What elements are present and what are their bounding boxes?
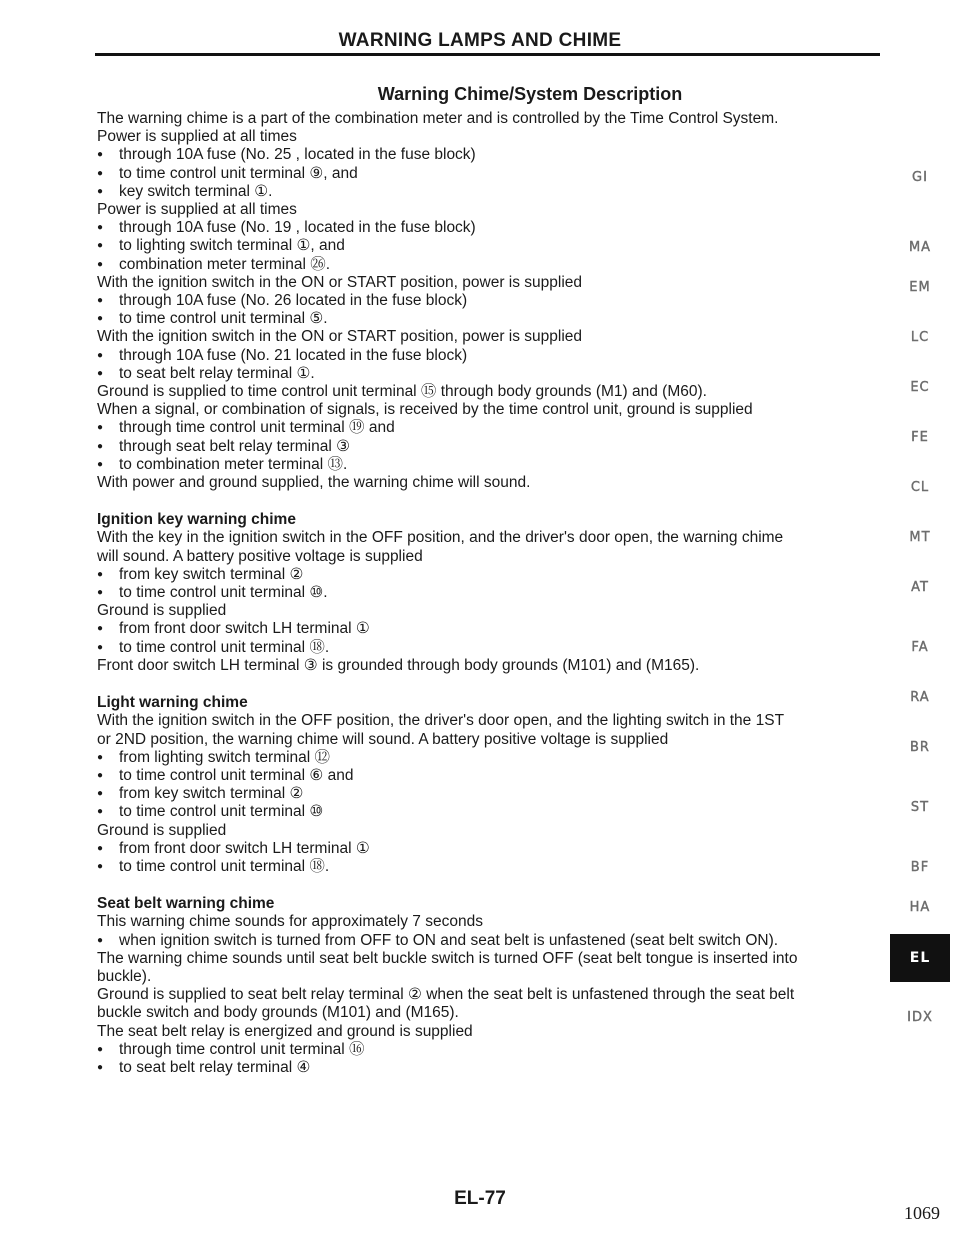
bullet-item: ● from key switch terminal ② (97, 566, 892, 584)
page-header: WARNING LAMPS AND CHIME (338, 30, 622, 51)
text-line: will sound. A battery positive voltage is supplied (97, 547, 423, 565)
bullet-item: ● through 10A fuse (No. 25 , located in the fuse block) (97, 146, 892, 164)
page-number: 1069 (904, 1203, 940, 1223)
tab-ma[interactable]: MA (908, 240, 932, 255)
text-line: With the key in the ignition switch in the OFF position, and the driver's door open, the warning chime (97, 529, 784, 547)
bullet-item: ● to time control unit terminal ⑩ (97, 803, 892, 821)
bullet-item: ● to time control unit terminal ⑱. (97, 639, 892, 657)
text-line: Power is supplied at all times (97, 128, 297, 146)
tab-idx[interactable]: IDX (907, 1010, 933, 1025)
bullet-item: ● to time control unit terminal ⑱. (97, 858, 892, 876)
tab-ra[interactable]: RA (910, 690, 930, 705)
text-line: buckle switch and body grounds (M101) and (M165). (97, 1004, 459, 1022)
text-line: Ground is supplied (97, 602, 227, 620)
text-line: With the ignition switch in the ON or START position, power is supplied (97, 328, 583, 346)
text-line: Ground is supplied (97, 821, 227, 839)
text-line: Ground is supplied to seat belt relay terminal ② when the seat belt is unfastened through the seat belt (97, 986, 795, 1004)
tab-cl[interactable]: CL (910, 480, 930, 495)
text-line: This warning chime sounds for approximately 7 seconds (97, 913, 483, 931)
text-line: When a signal, or combination of signals, is received by the time control unit, ground is supplied (97, 401, 753, 419)
tab-mt[interactable]: MT (909, 530, 931, 545)
bullet-item: ● from front door switch LH terminal ① (97, 840, 892, 858)
tab-fa[interactable]: FA (911, 640, 929, 655)
text-line: With the ignition switch in the ON or START position, power is supplied (97, 273, 583, 291)
subsection-heading: Light warning chime (97, 694, 248, 712)
bullet-item: ● from front door switch LH terminal ① (97, 620, 892, 638)
tab-br[interactable]: BR (910, 740, 930, 755)
bullet-item: ● through time control unit terminal ⑯ (97, 1041, 892, 1059)
text-line: With power and ground supplied, the warning chime will sound. (97, 474, 531, 492)
text-line: Front door switch LH terminal ③ is grounded through body grounds (M101) and (M165). (97, 656, 700, 674)
bullet-item: ● through 10A fuse (No. 26 located in the fuse block) (97, 292, 892, 310)
bullet-item: ● to combination meter terminal ⑬. (97, 456, 892, 474)
bullet-item: ● to seat belt relay terminal ①. (97, 365, 892, 383)
bullet-item: ● to time control unit terminal ⑥ and (97, 767, 892, 785)
tab-st[interactable]: ST (910, 800, 930, 815)
bullet-item: ● to time control unit terminal ⑨, and (97, 165, 892, 183)
bullet-item: ● through 10A fuse (No. 21 located in the fuse block) (97, 347, 892, 365)
text-line: or 2ND position, the warning chime will sound. A battery positive voltage is supplied (97, 730, 669, 748)
subsection-heading: Ignition key warning chime (97, 511, 296, 529)
text-line: The seat belt relay is energized and ground is supplied (97, 1022, 473, 1040)
tab-lc[interactable]: LC (910, 330, 930, 345)
tab-ha[interactable]: HA (909, 900, 931, 915)
tab-ec[interactable]: EC (910, 380, 930, 395)
tab-at[interactable]: AT (911, 580, 929, 595)
document-body (97, 110, 892, 1077)
text-line: With the ignition switch in the OFF position, the driver's door open, and the lighting switch in the 1ST (97, 712, 785, 730)
header-rule (95, 53, 880, 56)
paragraph-gap (97, 876, 892, 895)
subsection-heading: Seat belt warning chime (97, 895, 275, 913)
text-line: Ground is supplied to time control unit terminal ⑮ through body grounds (M1) and (M60). (97, 383, 707, 401)
text-line: The warning chime sounds until seat belt buckle switch is turned OFF (seat belt tongue is inserted into (97, 949, 798, 967)
bullet-item: ● combination meter terminal ㉖. (97, 256, 892, 274)
paragraph-gap (97, 675, 892, 694)
paragraph-gap (97, 492, 892, 511)
bullet-item: ● to lighting switch terminal ①, and (97, 237, 892, 255)
page-code: EL-77 (454, 1188, 506, 1209)
bullet-item: ● when ignition switch is turned from OFF to ON and seat belt is unfastened (seat belt switch ON). (97, 932, 892, 950)
tab-gi[interactable]: GI (912, 170, 928, 185)
text-line: Power is supplied at all times (97, 201, 297, 219)
tab-bf[interactable]: BF (910, 860, 930, 875)
bullet-item: ● from lighting switch terminal ⑫ (97, 749, 892, 767)
text-line: buckle). (97, 967, 152, 985)
tab-el[interactable]: EL (890, 934, 950, 982)
bullet-item: ● from key switch terminal ② (97, 785, 892, 803)
tab-fe[interactable]: FE (911, 430, 929, 445)
text-line: The warning chime is a part of the combination meter and is controlled by the Time Control System. (97, 110, 779, 127)
bullet-item: ● key switch terminal ①. (97, 183, 892, 201)
bullet-item: ● to seat belt relay terminal ④ (97, 1059, 892, 1077)
bullet-item: ● to time control unit terminal ⑤. (97, 310, 892, 328)
section-title: Warning Chime/System Description (377, 84, 683, 104)
bullet-item: ● to time control unit terminal ⑩. (97, 584, 892, 602)
tab-em[interactable]: EM (909, 280, 931, 295)
bullet-item: ● through time control unit terminal ⑲ and (97, 419, 892, 437)
bullet-item: ● through seat belt relay terminal ③ (97, 438, 892, 456)
bullet-item: ● through 10A fuse (No. 19 , located in the fuse block) (97, 219, 892, 237)
